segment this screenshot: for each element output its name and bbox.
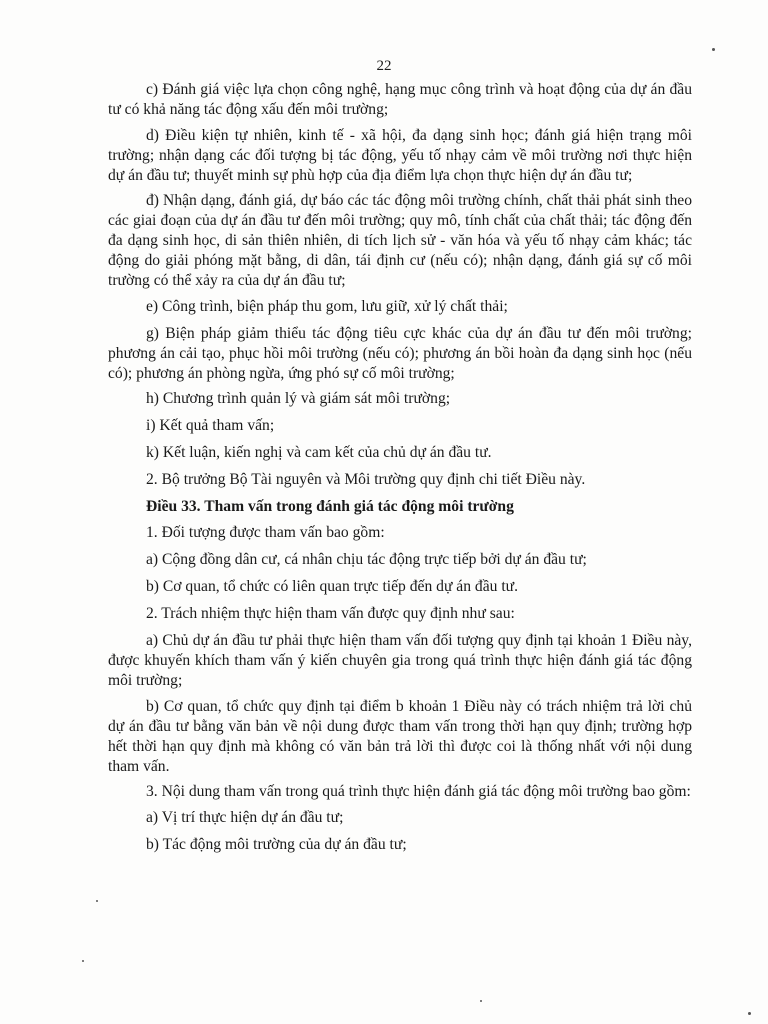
scan-speck: [748, 1012, 751, 1015]
article-33-clause-2b: b) Cơ quan, tổ chức quy định tại điểm b khoản 1 Điều này có trách nhiệm trả lời chủ dự án đầu tư bằng văn bản về nội dung được tham vấn trong thời hạn quy định; trường hợp hết thời hạn quy định mà không có văn bản trả lời thì được coi là thống nhất với nội dung tham vấn.: [108, 697, 692, 775]
scan-speck: [96, 900, 98, 902]
paragraph-k: k) Kết luận, kiến nghị và cam kết của chủ dự án đầu tư.: [146, 444, 492, 461]
scan-speck: [82, 960, 84, 962]
clause-2: 2. Bộ trưởng Bộ Tài nguyên và Môi trường quy định chi tiết Điều này.: [146, 471, 586, 488]
article-33-heading: Điều 33. Tham vấn trong đánh giá tác động môi trường: [146, 498, 514, 515]
article-33-clause-2a: a) Chủ dự án đầu tư phải thực hiện tham vấn đối tượng quy định tại khoản 1 Điều này, được khuyến khích tham vấn ý kiến chuyên gia trong quá trình thực hiện đánh giá tác động môi trường;: [108, 632, 692, 689]
paragraph-dd: đ) Nhận dạng, đánh giá, dự báo các tác động môi trường chính, chất thải phát sinh theo các giai đoạn của dự án đầu tư đến môi trường; quy mô, tính chất của chất thải; tác động đến đa dạng sinh học, di sản thiên nhiên, di tích lịch sử - văn hóa và yếu tố nhạy cảm khác; tác động do giải phóng mặt bằng, di dân, tái định cư (nếu có); nhận dạng, đánh giá sự cố môi trường có thể xảy ra của dự án đầu tư;: [108, 192, 692, 289]
article-33-clause-3a: a) Vị trí thực hiện dự án đầu tư;: [146, 808, 344, 826]
paragraph-e: e) Công trình, biện pháp thu gom, lưu giữ, xử lý chất thải;: [146, 297, 508, 315]
article-33-clause-1b: b) Cơ quan, tổ chức có liên quan trực tiếp đến dự án đầu tư.: [146, 578, 519, 595]
scan-speck: [712, 48, 715, 51]
scan-speck: [480, 1000, 482, 1002]
article-33-clause-3b: b) Tác động môi trường của dự án đầu tư;: [146, 835, 407, 853]
paragraph-i: i) Kết quả tham vấn;: [146, 417, 275, 434]
paragraph-c: c) Đánh giá việc lựa chọn công nghệ, hạng mục công trình và hoạt động của dự án đầu tư có khả năng tác động xấu đến môi trường;: [108, 81, 692, 118]
article-33-clause-1a: a) Cộng đồng dân cư, cá nhân chịu tác động trực tiếp bởi dự án đầu tư;: [146, 551, 587, 568]
article-33-clause-1: 1. Đối tượng được tham vấn bao gồm:: [146, 524, 385, 541]
article-33-clause-2: 2. Trách nhiệm thực hiện tham vấn được quy định như sau:: [146, 605, 515, 622]
article-33-clause-3: 3. Nội dung tham vấn trong quá trình thực hiện đánh giá tác động môi trường bao gồm:: [146, 783, 691, 800]
paragraph-h: h) Chương trình quản lý và giám sát môi trường;: [146, 390, 451, 407]
document-body: [108, 80, 692, 862]
page-number: 22: [376, 58, 392, 74]
paragraph-d: d) Điều kiện tự nhiên, kinh tế - xã hội, đa dạng sinh học; đánh giá hiện trạng môi trường; nhận dạng các đối tượng bị tác động, yếu tố nhạy cảm về môi trường nơi thực hiện dự án đầu tư; thuyết minh sự phù hợp của địa điểm lựa chọn thực hiện dự án đầu tư;: [108, 126, 692, 184]
paragraph-g: g) Biện pháp giảm thiểu tác động tiêu cực khác của dự án đầu tư đến môi trường; phương án cải tạo, phục hồi môi trường (nếu có); phương án bồi hoàn đa dạng sinh học (nếu có); phương án phòng ngừa, ứng phó sự cố môi trường;: [108, 324, 692, 382]
